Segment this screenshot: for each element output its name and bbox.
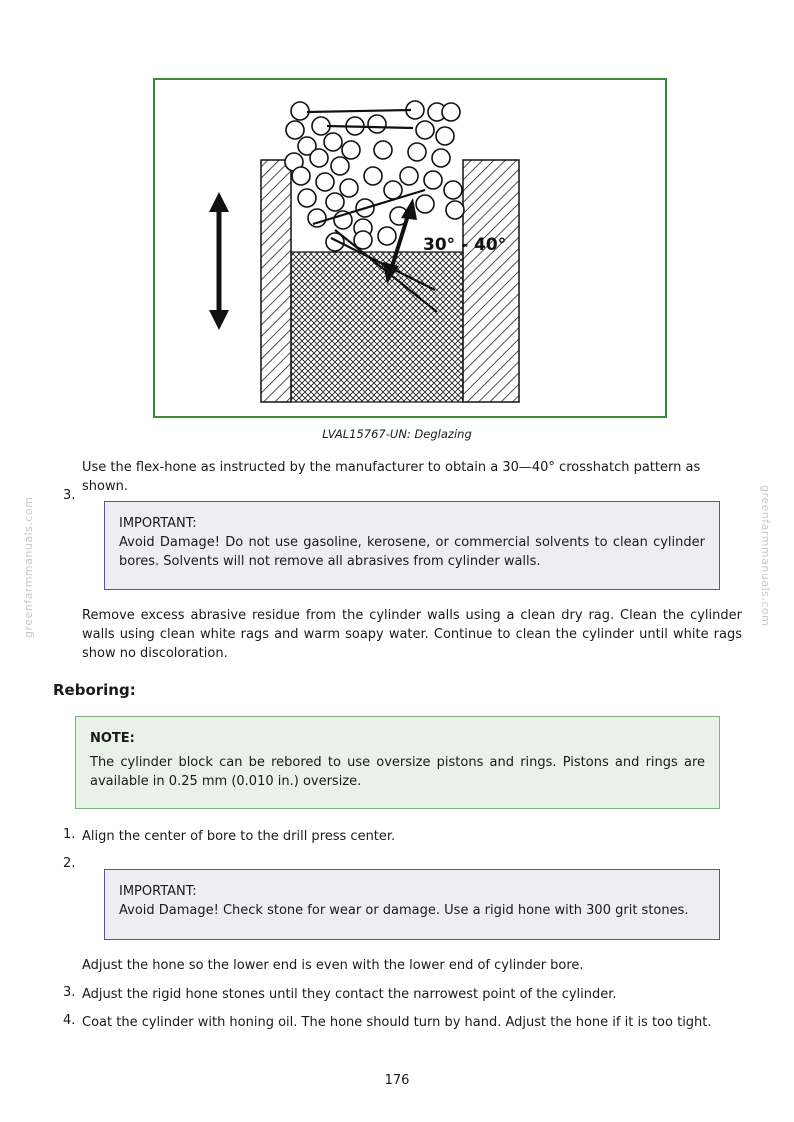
step-text: Remove excess abrasive residue from the cylinder walls using a clean dry rag. Clean the cylinder walls using clean white rags and warm soapy water. Continue to clean the cylinder until white rags show no discoloration. [82, 608, 742, 661]
stroke-direction-arrow [209, 192, 229, 330]
step-text: Adjust the rigid hone stones until they contact the narrowest point of the cylinder. [82, 987, 617, 1002]
step-intro-text: Use the flex-hone as instructed by the manufacturer to obtain a 30—40° crosshatch pattern as shown. [82, 460, 701, 494]
right-cylinder-wall [463, 160, 519, 402]
left-cylinder-wall [261, 160, 291, 402]
step-number: 1. [63, 827, 76, 842]
step-text: Align the center of bore to the drill press center. [82, 829, 396, 844]
watermark-right: greenfarmmanuals.com [759, 485, 772, 627]
note-box [75, 716, 720, 809]
step-number: 3. [63, 488, 76, 503]
flex-hone [285, 101, 464, 251]
crosshatch-pattern [291, 252, 463, 402]
step-number: 3. [63, 985, 76, 1000]
watermark-left: greenfarmmanuals.com [22, 496, 35, 638]
deglazing-figure [153, 78, 667, 418]
step-number: 2. [63, 856, 76, 871]
important-text: Avoid Damage! Do not use gasoline, kerosene, or commercial solvents to clean cylinder bores. Solvents will not remove all abrasives from cylinder walls. [119, 535, 705, 569]
step-text: Coat the cylinder with honing oil. The hone should turn by hand. Adjust the hone if it is too tight. [82, 1015, 712, 1030]
section-heading: Reboring: [53, 681, 136, 699]
important-title: IMPORTANT: [119, 884, 197, 899]
figure-caption: LVAL15767-UN: Deglazing [322, 427, 472, 441]
important-text: Avoid Damage! Check stone for wear or damage. Use a rigid hone with 300 grit stones. [119, 903, 689, 918]
important-title: IMPORTANT: [119, 516, 197, 531]
note-text: The cylinder block can be rebored to use oversize pistons and rings. Pistons and rings are available in 0.25 mm (0.010 in.) oversize. [90, 755, 705, 789]
important-box [104, 869, 720, 940]
page-number: 176 [384, 1073, 410, 1088]
important-box [104, 501, 720, 590]
angle-label: 30° - 40° [423, 235, 507, 255]
note-title: NOTE: [90, 731, 135, 746]
step-text: Adjust the hone so the lower end is even with the lower end of cylinder bore. [82, 958, 584, 973]
step-number: 4. [63, 1013, 76, 1028]
crosshatch-illustration [155, 80, 665, 416]
